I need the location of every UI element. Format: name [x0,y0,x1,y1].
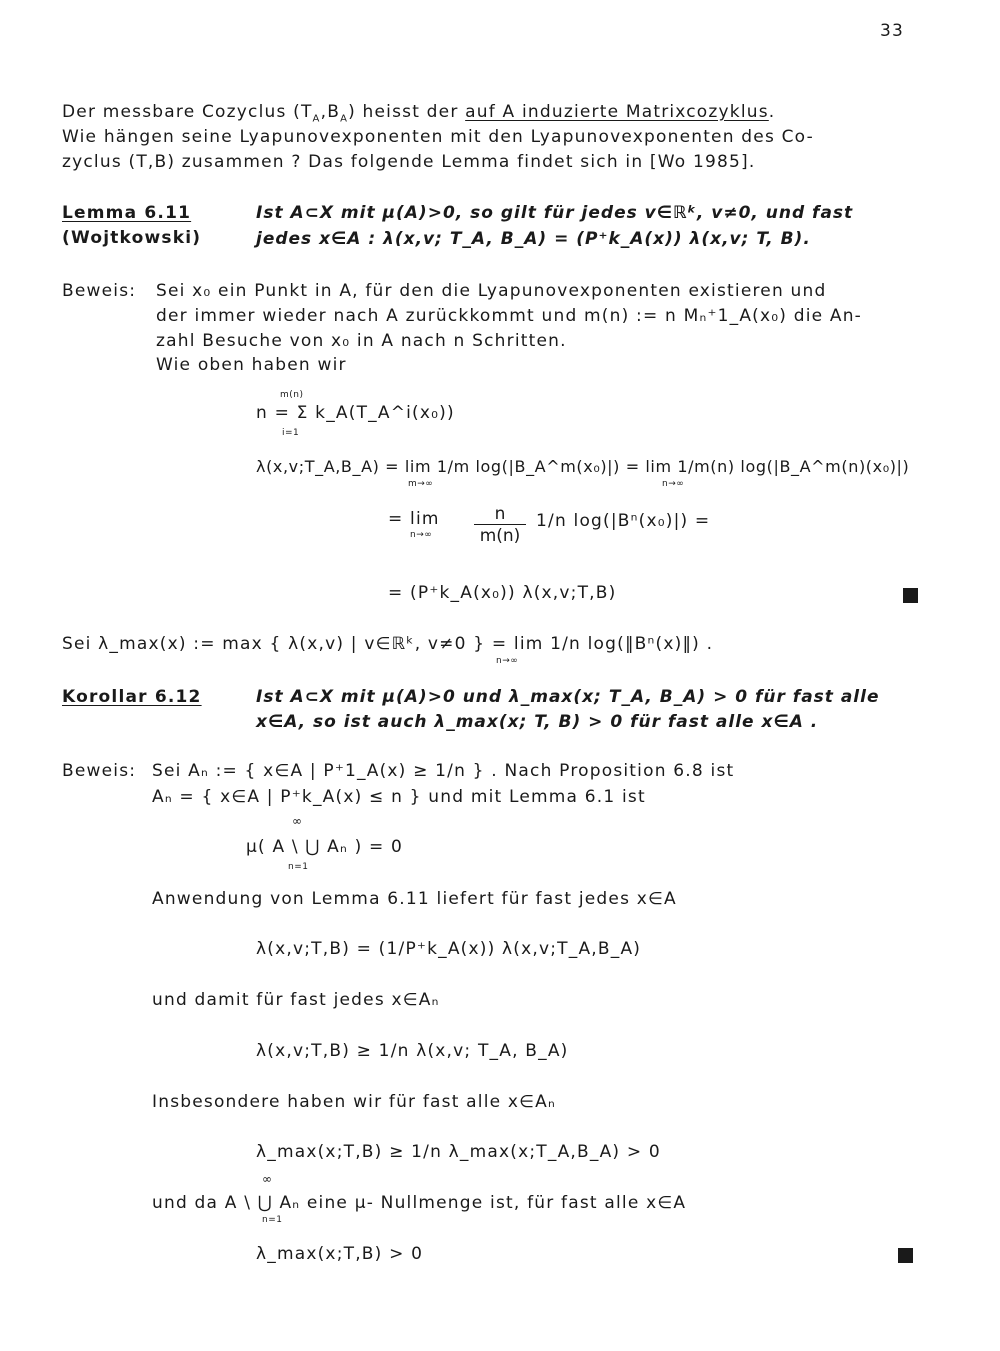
limit-m-to-infinity: m→∞ [408,479,434,489]
lemma-label: Lemma 6.11 [62,203,192,223]
proof-1-line-4: Wie oben haben wir [156,355,347,375]
qed-square-1 [903,588,918,603]
proof-2-line-4: und damit für fast jedes x∈Aₙ [152,990,440,1010]
page-number: 33 [880,21,905,41]
intro-text-c: ) heisst der [348,102,459,122]
intro-sub-a1: A [312,113,321,125]
intro-text-d: . [768,102,776,122]
equation-lyapunov-bound: λ(x,v;T,B) ≥ 1/n λ(x,v; T_A, B_A) [256,1041,569,1061]
proof-2-line-1: Sei Aₙ := { x∈A | P⁺1_A(x) ≥ 1/n } . Nach Proposition 6.8 ist [152,761,735,781]
equation-limit-suffix: 1/n log(|Bⁿ(x₀)|) = [536,511,711,531]
fraction-numerator: n [474,504,526,525]
fraction-denominator: m(n) [479,526,521,546]
proof-2-line-3: Anwendung von Lemma 6.11 liefert für fast jedes x∈A [152,889,677,909]
equation-measure-zero: μ( A \ ⋃ Aₙ ) = 0 [246,837,404,857]
equation-visits-count: n = Σ k_A(T_A^i(x₀)) [256,403,455,423]
union-lower-limit-2: n=1 [262,1215,283,1225]
intro-line-3: zyclus (T,B) zusammen ? Das folgende Lemma findet sich in [Wo 1985]. [62,152,756,172]
proof-2-line-2: Aₙ = { x∈A | P⁺k_A(x) ≤ n } und mit Lemma 6.1 ist [152,787,646,807]
corollary-statement-line-1: Ist A⊂X mit μ(A)>0 und λ_max(x; T_A, B_A) > 0 für fast alle [256,687,880,707]
proof-1-label: Beweis: [62,281,137,301]
proof-2-line-5: Insbesondere haben wir für fast alle x∈Aₙ [152,1092,556,1112]
proof-2-line-6: und da A \ ⋃ Aₙ eine μ- Nullmenge ist, für fast alle x∈A [152,1193,687,1213]
intro-term: auf A induzierte Matrixcozyklus [465,102,769,122]
equation-final-result: λ_max(x;T,B) > 0 [256,1244,424,1264]
fraction-n-over-mn [474,504,526,547]
equation-limit-prefix: = lim [388,509,440,529]
union-upper-limit-1: ∞ [292,814,303,828]
lemma-statement-line-1: Ist A⊂X mit μ(A)>0, so gilt für jedes v∈ℝᵏ, v≠0, und fast [256,203,854,223]
proof-1-line-3: zahl Besuche von x₀ in A nach n Schritten. [156,331,567,351]
limit-n-to-infinity: n→∞ [662,479,685,489]
intro-text-a: Der messbare Cozyclus (T [62,102,313,122]
equation-lyapunov-induced: λ(x,v;T_A,B_A) = lim 1/m log(|B_A^m(x₀)|) = lim 1/m(n) log(|B_A^m(n)(x₀)|) [256,457,910,476]
definition-lambda-max: Sei λ_max(x) := max { λ(x,v) | v∈ℝᵏ, v≠0 } = lim 1/n log(‖Bⁿ(x)‖) . [62,634,714,654]
corollary-label: Korollar 6.12 [62,687,202,707]
intro-line-2: Wie hängen seine Lyapunovexponenten mit den Lyapunovexponenten des Co- [62,127,814,147]
union-upper-limit-2: ∞ [262,1172,273,1186]
proof-1-line-1: Sei x₀ ein Punkt in A, für den die Lyapunovexponenten existieren und [156,281,827,301]
equation-lambda-max-bound: λ_max(x;T,B) ≥ 1/n λ_max(x;T_A,B_A) > 0 [256,1142,661,1162]
sum-lower-limit: i=1 [282,428,300,438]
intro-text-b: ,B [320,102,341,122]
equation-limit-subscript: n→∞ [410,530,433,540]
proof-2-label: Beweis: [62,761,137,781]
intro-sub-a2: A [340,113,349,125]
lemma-author: (Wojtkowski) [62,228,202,248]
proof-1-line-2: der immer wieder nach A zurückkommt und m(n) := n Mₙ⁺1_A(x₀) die An- [156,306,863,326]
lemma-statement-line-2: jedes x∈A : λ(x,v; T_A, B_A) = (P⁺k_A(x)) λ(x,v; T, B). [256,229,811,249]
union-lower-limit-1: n=1 [288,862,309,872]
equation-lyapunov-relation: λ(x,v;T,B) = (1/P⁺k_A(x)) λ(x,v;T_A,B_A) [256,939,642,959]
qed-square-2 [898,1248,913,1263]
sum-upper-limit: m(n) [280,390,304,400]
definition-limit-subscript: n→∞ [496,656,519,666]
corollary-statement-line-2: x∈A, so ist auch λ_max(x; T, B) > 0 für fast alle x∈A . [256,712,819,732]
equation-result: = (P⁺k_A(x₀)) λ(x,v;T,B) [388,583,617,603]
